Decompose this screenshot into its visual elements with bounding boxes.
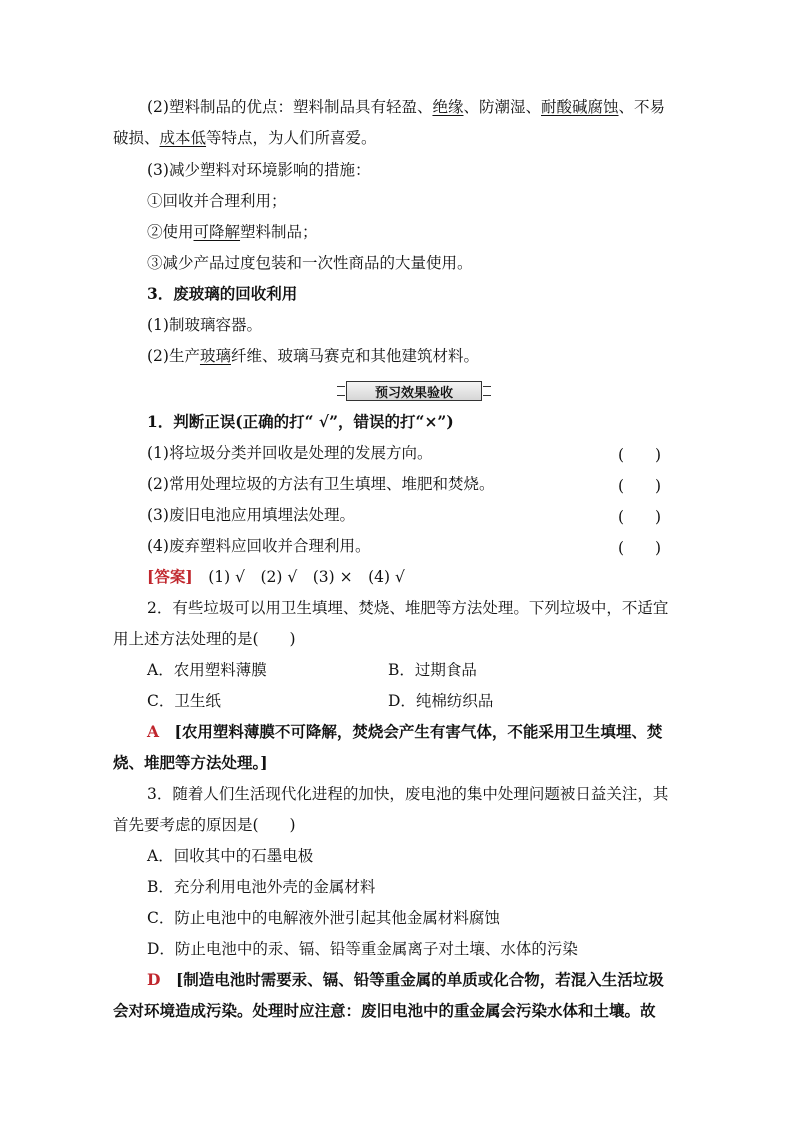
question-stem: 2．有些垃圾可以用卫生填埋、焚烧、堆肥等方法处理。下列垃圾中，不适宜 [147, 599, 669, 617]
measure-item: ①回收并合理利用； [147, 192, 287, 210]
text-line [113, 128, 377, 148]
answer-line: 会对环境造成污染。处理时应注意：废旧电池中的重金属会污染水体和土壤。故 [113, 1001, 656, 1020]
answer-text: [制造电池时需要汞、镉、铅等重金属的单质或化合物，若混入生活垃圾 [175, 970, 664, 989]
text-span: 破损、 [113, 129, 160, 147]
option-c: C．防止电池中的电解液外泄引起其他金属材料腐蚀 [147, 909, 500, 927]
option-b: B．过期食品 [388, 661, 477, 679]
answer-text: [农用塑料薄膜不可降解，焚烧会产生有害气体，不能采用卫生填埋、焚 [174, 722, 663, 741]
answer-blank: ( ) [618, 446, 662, 464]
option-a: A．农用塑料薄膜 [147, 661, 267, 679]
measure-item [147, 222, 318, 242]
answer-line [147, 970, 664, 990]
answer-letter: D [147, 970, 161, 989]
measures-title: (3)减少塑料对环境影响的措施： [147, 161, 371, 179]
answer-blank: ( ) [618, 539, 662, 557]
text-span: 等特点，为人们所喜爱。 [206, 129, 377, 147]
question-stem: 首先要考虑的原因是( ) [113, 816, 296, 834]
text-span: 、不易 [618, 98, 666, 116]
answer-text: (1) √ (2) √ (3) × (4) √ [208, 568, 405, 586]
list-item: (1)制玻璃容器。 [147, 316, 262, 334]
question-stem: 3．随着人们生活现代化进程的加快，废电池的集中处理问题被日益关注，其 [147, 785, 669, 803]
answer-blank: ( ) [618, 508, 662, 526]
text-span: (2)塑料制品的优点：塑料制品具有轻盈、 [147, 98, 433, 116]
underlined-term: 玻璃 [199, 347, 231, 365]
option-d: D．纯棉纺织品 [388, 692, 494, 710]
section-heading: 3．废玻璃的回收利用 [147, 284, 298, 303]
text-line [147, 97, 665, 117]
question-stem: 用上述方法处理的是( ) [113, 630, 296, 648]
question-stem: 1．判断正误(正确的打“ √”，错误的打“×”) [147, 412, 454, 431]
text-span: (2)生产 [147, 347, 200, 365]
option-a: A．回收其中的石墨电极 [147, 847, 314, 865]
question-item: (2)常用处理垃圾的方法有卫生填埋、堆肥和焚烧。 [147, 475, 495, 493]
underlined-term: 耐酸碱腐蚀 [541, 98, 619, 116]
underlined-term: 绝缘 [432, 98, 464, 116]
answer-letter: A [147, 722, 160, 741]
text-span: 、防潮湿、 [463, 98, 541, 116]
answer-line [147, 567, 405, 587]
list-item [147, 346, 479, 366]
answer-line: 烧、堆肥等方法处理。] [113, 753, 268, 772]
underlined-term: 成本低 [159, 129, 207, 147]
question-item: (3)废旧电池应用填埋法处理。 [147, 506, 355, 524]
answer-tag: [答案] [147, 567, 193, 586]
measure-item: ③减少产品过度包装和一次性商品的大量使用。 [147, 254, 473, 272]
underlined-term: 可降解 [193, 223, 241, 241]
text-span: ②使用 [147, 223, 194, 241]
option-c: C．卫生纸 [147, 692, 221, 710]
text-span: 纤维、玻璃马赛克和其他建筑材料。 [230, 347, 479, 365]
option-b: B．充分利用电池外壳的金属材料 [147, 878, 376, 896]
question-item: (1)将垃圾分类并回收是处理的发展方向。 [147, 444, 433, 462]
option-d: D．防止电池中的汞、镉、铅等重金属离子对土壤、水体的污染 [147, 940, 578, 958]
answer-blank: ( ) [618, 477, 662, 495]
section-banner: 预习效果验收 [346, 381, 482, 401]
answer-line [147, 722, 662, 742]
question-item: (4)废弃塑料应回收并合理利用。 [147, 537, 371, 555]
text-span: 塑料制品； [240, 223, 318, 241]
